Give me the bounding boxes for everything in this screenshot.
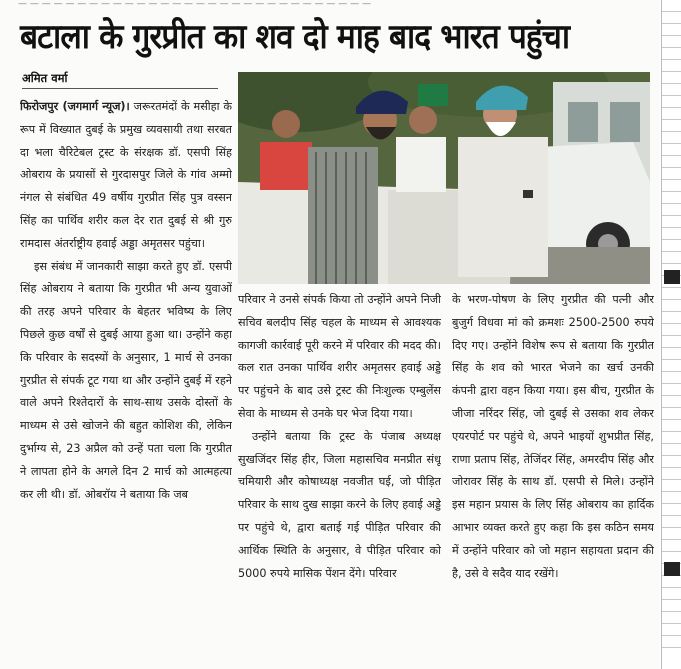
col1-para1: जरूरतमंदों के मसीहा के रूप में विख्यात दुबई के प्रमुख व्यवसायी तथा सरबत दा भला चैरिटेबल ट्रस्ट के संरक्षक डॉ. एसपी सिंह ओबराय के प्रयासों से गुरदासपुर जिले के गांव अम्मो नंगल से संबंधित 49 वर्षीय गुरप्रीत सिंह पुत्र वस्सन सिंह का पार्थिव शरीर कल देर रात दुबई से श्री गुरु रामदास अंतर्राष्ट्रीय हवाई अड्डा अमृतसर पहुंचा। bbox=[20, 100, 232, 250]
news-photo-illustration bbox=[238, 72, 650, 284]
col3-para1: के भरण-पोषण के लिए गुरप्रीत की पत्नी और बुजुर्ग विधवा मां को क्रमशः 2500-2500 रुपये दिए गए। उन्होंने विशेष रूप से बताया कि गुरप्रीत सिंह के शव को भारत भेजने का खर्च उनकी कंपनी द्वारा वहन किया गया। इस बीच, गुरप्रीत के जीजा नरिंदर सिंह, जो दुबई से उसका शव लेकर एयरपोर्ट पर पहुंचे थे, अपने भाइयों शुभप्रीत सिंह, राणा प्रताप सिंह, तेजिंदर सिंह, अमरदीप सिंह और जोरावर सिंह के साथ डॉ. एसपी से मिले। उन्होंने इस महान प्रयास के लिए सिंह ओबराय का हार्दिक आभार व्यक्त करते हुए कहा कि इस कठिन समय में उन्होंने परिवार को जो महान सहायता प्रदान की है, उसे वे सदैव याद रखेंगे। bbox=[452, 293, 654, 580]
dateline: फिरोजपुर (जगमार्ग न्यूज)। bbox=[20, 100, 130, 113]
article-column-1 bbox=[20, 96, 232, 666]
byline-rule bbox=[22, 88, 218, 89]
news-photo bbox=[238, 72, 650, 284]
article-column-3 bbox=[452, 289, 654, 665]
headline: बटाला के गुरप्रीत का शव दो माह बाद भारत पहुंचा bbox=[20, 17, 570, 57]
adjacent-article-strip bbox=[661, 0, 681, 669]
previous-article-cutoff: — — — — — — — — — — — — — — — — — — — — — — — — — — — — — — bbox=[18, 0, 371, 8]
col2-para2: उन्होंने बताया कि ट्रस्ट के पंजाब अध्यक्ष सुखजिंदर सिंह हीर, जिला महासचिव मनप्रीत संधू चमियारी और कोषाध्यक्ष नवजीत घई, जो पीड़ित परिवार के साथ दुख साझा करने के लिए हवाई अड्डे पर पहुंचे थे, द्वारा बताई गई पीड़ित परिवार की आर्थिक स्थिति के अनुसार, वे पीड़ित परिवार को 5000 रुपये मासिक पेंशन देंगे। परिवार bbox=[238, 429, 441, 580]
byline: अमित वर्मा bbox=[22, 71, 68, 85]
col1-para2: इस संबंध में जानकारी साझा करते हुए डॉ. एसपी सिंह ओबराय ने बताया कि गुरप्रीत भी अन्य युवाओं की तरह अपने परिवार के बेहतर भविष्य के लिए पिछले कुछ वर्षों से दुबई आया हुआ था। उन्होंने कहा कि परिवार के सदस्यों के अनुसार, 1 मार्च से उनका गुरप्रीत से संपर्क टूट गया था और उन्होंने दुबई में रहने वाले अपने रिश्तेदारों के साथ-साथ उसके दोस्तों के माध्यम से उसे खोजने की बहुत कोशिश की, लेकिन दुर्भाग्य से, 23 अप्रैल को उन्हें पता चला कि गुरप्रीत ने लापता होने के अगले दिन 2 मार्च को आत्महत्या कर ली थी। डॉ. ओबरॉय ने बताया कि जब bbox=[20, 259, 232, 501]
article-column-2 bbox=[238, 289, 441, 665]
col2-para1: परिवार ने उनसे संपर्क किया तो उन्होंने अपने निजी सचिव बलदीप सिंह चहल के माध्यम से आवश्यक कागजी कार्रवाई पूरी करने में परिवार की मदद की। कल रात उनका पार्थिव शरीर अमृतसर हवाई अड्डे पर पहुंचने के बाद उसे ट्रस्ट की निःशुल्क एम्बुलेंस सेवा के माध्यम से उनके घर भेज दिया गया। bbox=[238, 293, 441, 420]
